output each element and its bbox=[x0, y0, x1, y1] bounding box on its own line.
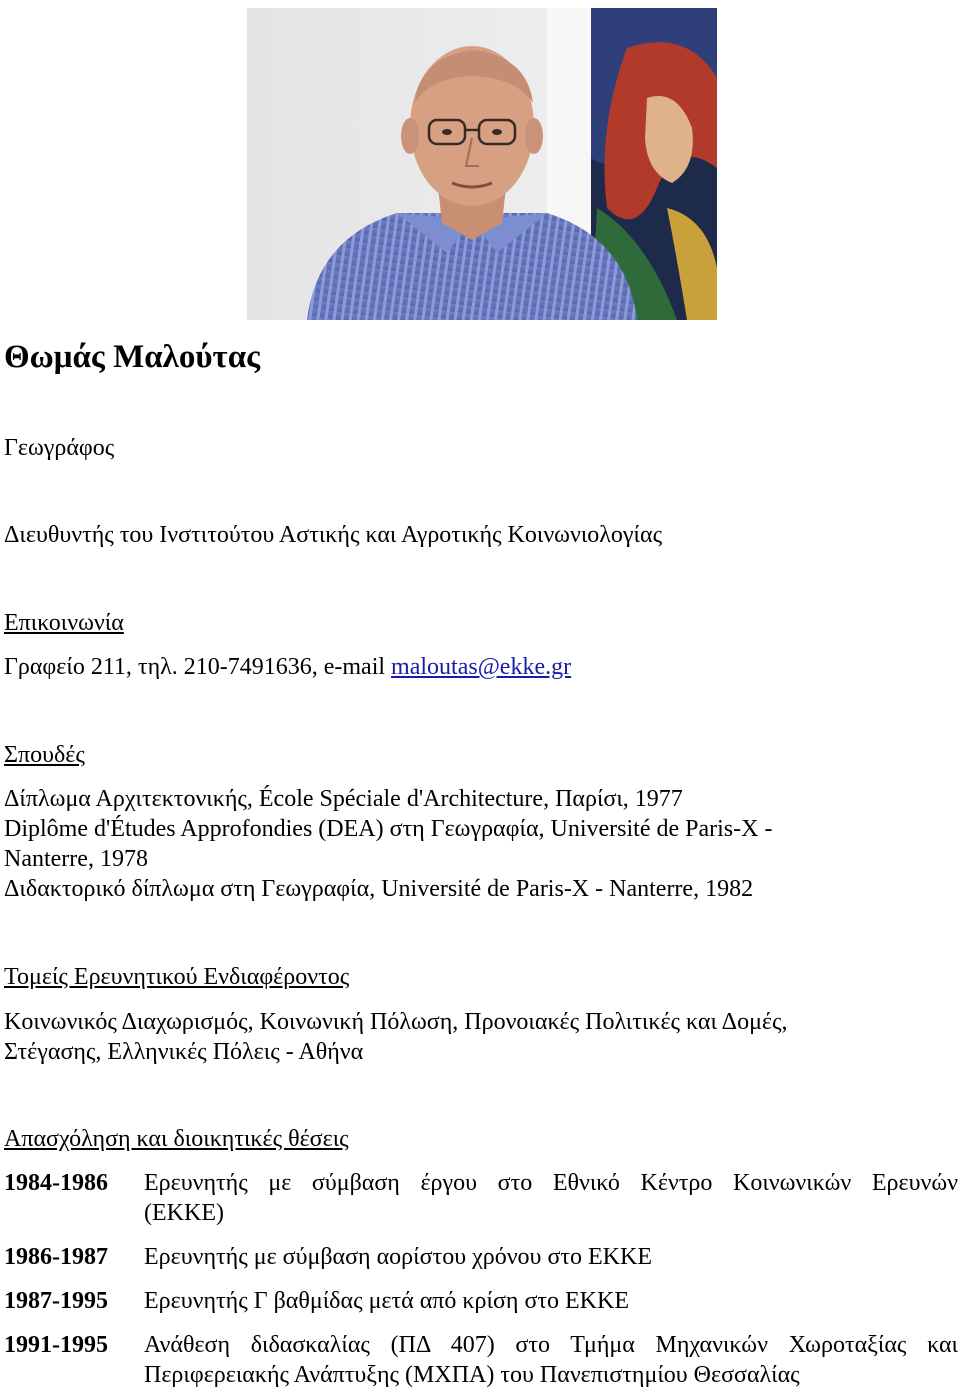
studies-line: Δίπλωμα Αρχιτεκτονικής, École Spéciale d'Architecture, Παρίσι, 1977 bbox=[4, 786, 683, 812]
research-line: Κοινωνικός Διαχωρισμός, Κοινωνική Πόλωση, Προνοιακές Πολιτικές και Δομές, bbox=[4, 1009, 788, 1035]
person-name: Θωμάς Μαλούτας bbox=[4, 339, 261, 375]
position-title: Διευθυντής του Ινστιτούτου Αστικής και Αγροτικής Κοινωνιολογίας bbox=[4, 522, 663, 548]
employment-description-cont: (ΕΚΚΕ) bbox=[144, 1200, 224, 1226]
email-link[interactable]: maloutas@ekke.gr bbox=[391, 654, 572, 680]
contact-prefix: Γραφείο 211, τηλ. 210-7491636, e-mail bbox=[4, 654, 392, 680]
contact-line bbox=[4, 652, 571, 682]
research-heading: Τομείς Ερευνητικού Ενδιαφέροντος bbox=[4, 964, 350, 990]
employment-heading: Απασχόληση και διοικητικές θέσεις bbox=[4, 1126, 349, 1152]
studies-line: Διδακτορικό δίπλωμα στη Γεωγραφία, Université de Paris-X - Nanterre, 1982 bbox=[4, 876, 754, 902]
employment-description-cont: Περιφερειακής Ανάπτυξης (ΜΧΠΑ) του Πανεπιστημίου Θεσσαλίας bbox=[144, 1362, 800, 1388]
employment-years: 1991-1995 bbox=[4, 1332, 108, 1358]
profession: Γεωγράφος bbox=[4, 435, 115, 461]
employment-years: 1986-1987 bbox=[4, 1244, 108, 1270]
employment-description: Ερευνητής με σύμβαση έργου στο Εθνικό Κέντρο Κοινωνικών Ερευνών bbox=[144, 1170, 958, 1196]
employment-description: Ανάθεση διδασκαλίας (ΠΔ 407) στο Τμήμα Μηχανικών Χωροταξίας και bbox=[144, 1332, 958, 1358]
employment-description: Ερευνητής Γ βαθμίδας μετά από κρίση στο ΕΚΚΕ bbox=[144, 1288, 630, 1314]
research-line: Στέγασης, Ελληνικές Πόλεις - Αθήνα bbox=[4, 1039, 364, 1065]
studies-heading: Σπουδές bbox=[4, 742, 85, 768]
portrait-photo bbox=[247, 8, 717, 320]
contact-heading: Επικοινωνία bbox=[4, 610, 124, 636]
employment-years: 1987-1995 bbox=[4, 1288, 108, 1314]
studies-line: Diplôme d'Études Approfondies (DEA) στη Γεωγραφία, Université de Paris-X - bbox=[4, 816, 773, 842]
employment-years: 1984-1986 bbox=[4, 1170, 108, 1196]
employment-description: Ερευνητής με σύμβαση αορίστου χρόνου στο ΕΚΚΕ bbox=[144, 1244, 653, 1270]
studies-line: Nanterre, 1978 bbox=[4, 846, 148, 872]
